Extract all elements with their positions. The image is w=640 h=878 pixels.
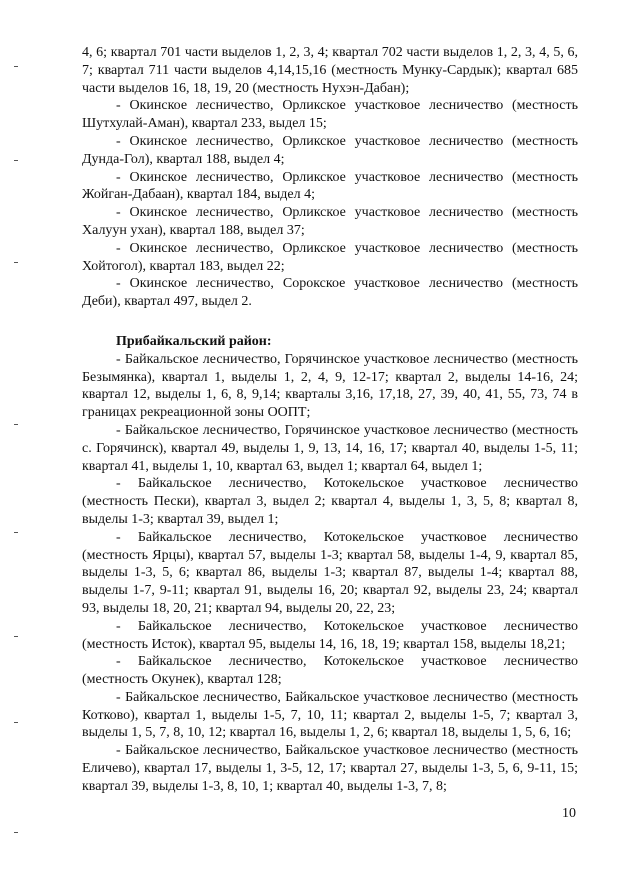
page-number: 10 [562,806,576,821]
margin-mark [14,832,18,833]
list-item: - Байкальское лесничество, Котокельское участковое лесничество (местность Окунек), квартал 128; [82,654,578,688]
margin-mark [14,160,18,161]
list-item: - Окинское лесничество, Орликское участковое лесничество (местность Дунда-Гол), квартал 188, выдел 4; [82,133,578,167]
list-item: - Байкальское лесничество, Котокельское участковое лесничество (местность Исток), квартал 95, выделы 14, 16, 18, 19; квартал 158, выделы 18,21; [82,618,578,652]
margin-mark [14,262,18,263]
list-item: - Байкальское лесничество, Котокельское участковое лесничество (местность Пески), квартал 3, выдел 2; квартал 4, выделы 1, 3, 5, 8; квартал 8, выделы 1-3; квартал 39, выдел 1; [82,476,578,527]
margin-mark [14,424,18,425]
margin-mark [14,636,18,637]
margin-mark [14,532,18,533]
list-item: - Байкальское лесничество, Байкальское участковое лесничество (местность Котково), квартал 1, выделы 1-5, 7, 10, 11; квартал 2, выделы 1-5, 7; квартал 3, выделы 1, 5, 7, 8, 10, 12; квартал 16, выделы 1, 2, 6; квартал 18, выделы 1, 5, 6, 16; [82,689,578,741]
list-item: - Байкальское лесничество, Горячинское участковое лесничество (местность с. Горячинск), квартал 49, выделы 1, 9, 13, 14, 16, 17; квартал 40, выделы 1-5, 11; квартал 41, выделы 1, 10, квартал 63, выдел 1; квартал 64, выдел 1; [82,422,578,474]
list-item: - Окинское лесничество, Орликское участковое лесничество (местность Жойган-Дабаан), квартал 184, выдел 4; [82,169,578,203]
list-item: - Байкальское лесничество, Котокельское участковое лесничество (местность Ярцы), квартал 57, выделы 1-3; квартал 58, выделы 1-4, 9, квартал 85, выделы 1-3, 5, 6; квартал 86, выделы 1-3; квартал 87, выделы 1-4; квартал 88, выделы 1-7, 9-11; квартал 91, выделы 16, 20; квартал 92, выделы 23, 24; квартал 93, выделы 18, 20, 21; квартал 94, выделы 20, 22, 23; [82,529,578,616]
list-item: - Байкальское лесничество, Байкальское участковое лесничество (местность Еличево), квартал 17, выделы 1, 3-5, 12, 17; квартал 27, выделы 1-3, 5, 6, 9-11, 15; квартал 39, выделы 1-3, 8, 10, 1; квартал 40, выделы 1-3, 7, 8; [82,743,578,794]
list-item: - Окинское лесничество, Орликское участковое лесничество (местность Халуун ухан), квартал 188, выдел 37; [82,205,578,238]
paragraph: 4, 6; квартал 701 части выделов 1, 2, 3, 4; квартал 702 части выделов 1, 2, 3, 4, 5, 6, 7; квартал 711 части выделов 4,14,15,16 (местность Мунку-Сардык); квартал 685 части выделов 16, 18, 19, 20 (местность Нухэн-Дабан); [82,45,578,96]
list-item: - Байкальское лесничество, Горячинское участковое лесничество (местность Безымянка), квартал 1, выделы 1, 2, 4, 9, 12-17; квартал 2, выделы 14-16, 24; квартал 12, выделы 1, 6, 8, 9,14; кварталы 3,16, 17,18, 27, 39, 40, 41, 55, 73, 74 в границах рекреационной зоны ООПТ; [82,351,578,421]
document-body [82,44,578,796]
section-heading: Прибайкальский район: [116,333,272,349]
section-spacer [82,311,578,333]
list-item: - Окинское лесничество, Орликское участковое лесничество (местность Хойтогол), квартал 183, выдел 22; [82,240,578,274]
list-item: - Окинское лесничество, Орликское участковое лесничество (местность Шутхулай-Аман), квартал 233, выдел 15; [82,98,578,132]
list-item: - Окинское лесничество, Сорокское участковое лесничество (местность Деби), квартал 497, выдел 2. [82,276,578,310]
margin-mark [14,66,18,67]
margin-mark [14,722,18,723]
